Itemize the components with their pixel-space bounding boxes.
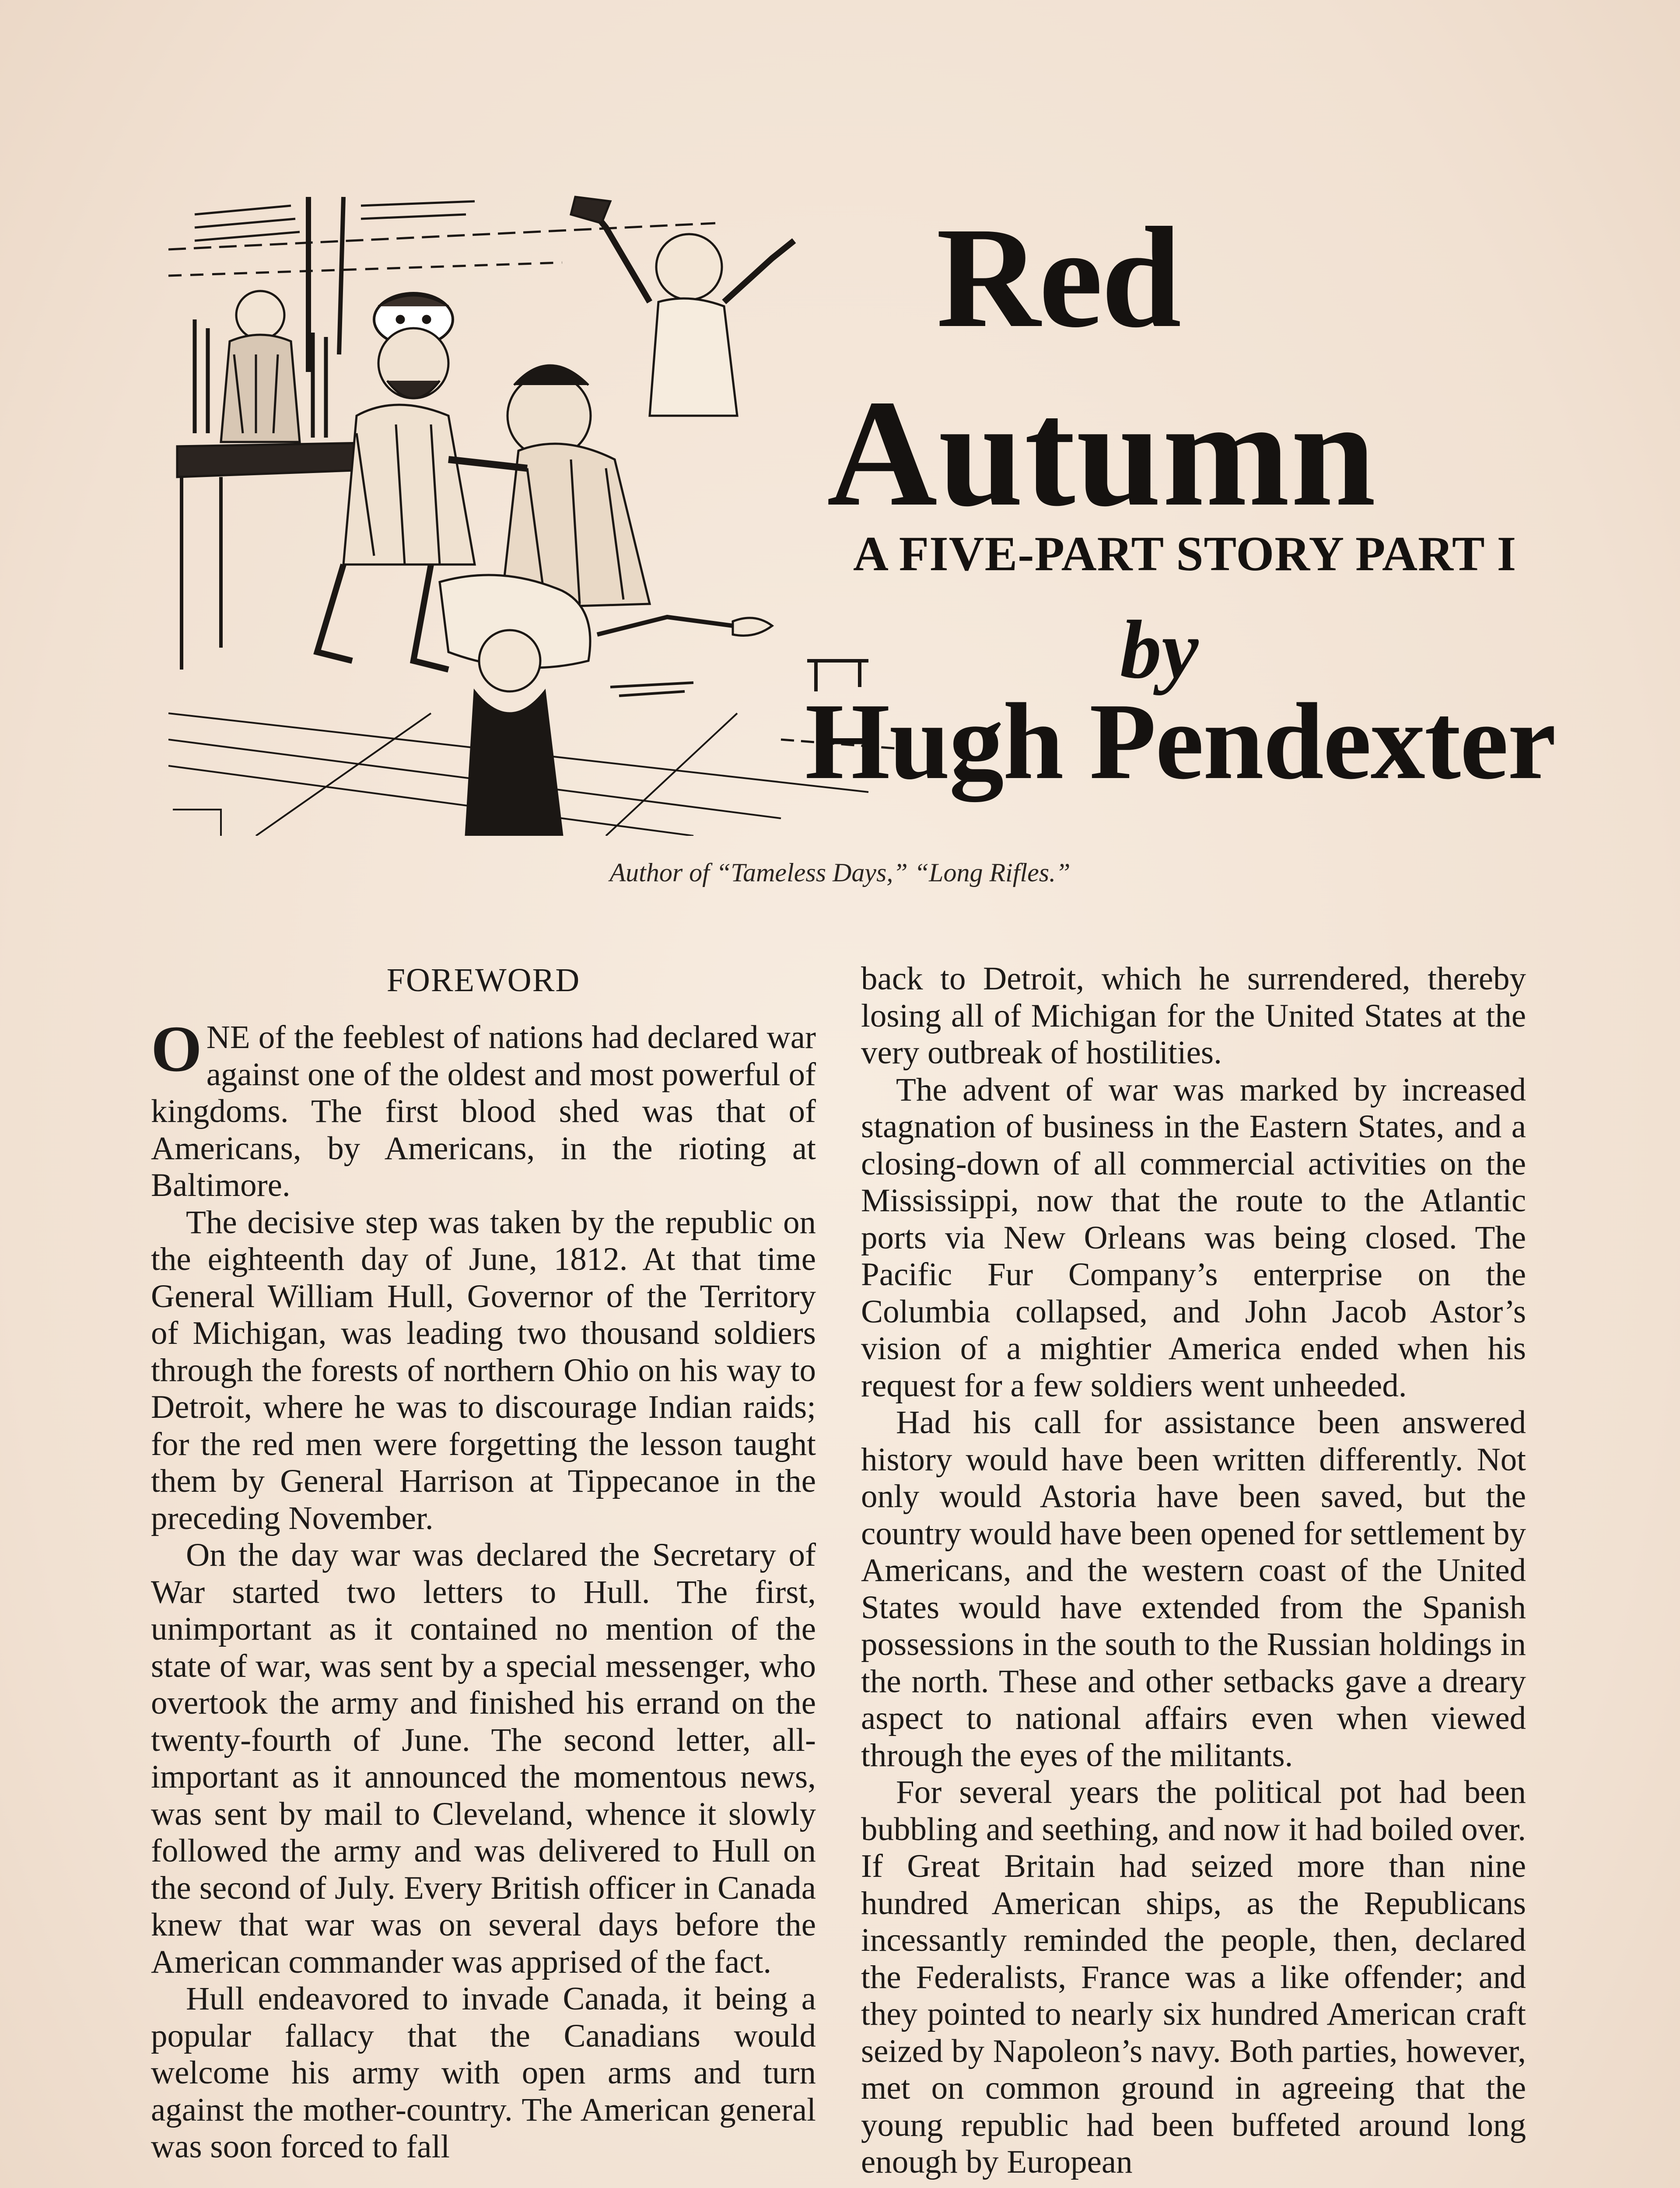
byline-by: by [1120, 604, 1199, 696]
article-paragraph: The advent of war was marked by increased stagnation of business in the Eastern States, and a closing-down of all commercial activities on the Mississippi, now that the route to the Atlantic ports via New Orleans was being closed. The Pacific Fur Company’s enterprise on the Columbia collapsed, and John Jacob Astor’s vision of a mightier America ended when his request for a few soldiers went unheeded. [861, 1071, 1526, 1404]
article-paragraph: The decisive step was taken by the republic on the eighteenth day of June, 1812. At that time General William Hull, Governor of the Territory of Michigan, was leading two thousand soldiers through the forests of northern Ohio on his way to Detroit, where he was to discourage Indian raids; for the red men were forgetting the lesson taught them by General Harrison at Tippecanoe in the preceding November. [151, 1204, 816, 1536]
author-credits: Author of “Tameless Days,” “Long Rifles.” [609, 858, 1071, 887]
article-paragraph: back to Detroit, which he surrendered, thereby losing all of Michigan for the United States at the very outbreak of hostilities. [861, 961, 1526, 1071]
story-illustration [168, 188, 895, 836]
article-paragraph: ONE of the feeblest of nations had declared war against one of the oldest and most powerful of kingdoms. The first blood shed was that of Americans, by Americans, in the rioting at Baltimore. [151, 1013, 816, 1203]
story-title-line2: Autumn [827, 368, 1377, 538]
tavern-brawl-engraving [168, 188, 895, 836]
article-paragraph: Had his call for assistance been answered history would have been written differently. Not only would Astoria have been saved, but the country would have been opened for settlement by Americans, and the western coast of the United States would have extended from the Spanish possessions in the south to the Russian holdings in the north. These and other setbacks gave a dreary aspect to national affairs even when viewed through the eyes of the militants. [861, 1404, 1526, 1774]
story-title-line1: Red [936, 198, 1180, 358]
article-paragraph: On the day war was declared the Secretary of War started two letters to Hull. The first, unimportant as it contained no mention of the state of war, was sent by a special messenger, who overtook the army and finished his errand on the twenty-fourth of June. The second letter, all-important as it announced the momentous news, was sent by mail to Cleveland, whence it slowly followed the army and was delivered to Hull on the second of July. Every British officer in Canada knew that war was on several days before the American commander was apprised of the fact. [151, 1537, 816, 1980]
drop-cap: O [151, 1013, 202, 1085]
article-paragraph: Hull endeavored to invade Canada, it being a popular fallacy that the Canadians would welcome his army with open arms and turn against the mother-country. The American general was soon forced to fall [151, 1981, 816, 2165]
story-subtitle: A FIVE-PART STORY PART I [853, 527, 1517, 581]
author-name: Hugh Pendexter [805, 681, 1555, 802]
article-column-left [151, 961, 816, 2166]
article-paragraph: For several years the political pot had been bubbling and seething, and now it had boiled over. If Great Britain had seized more than nine hundred American ships, as the Republicans incessantly reminded the people, then, declared the Federalists, France was a like offender; and they pointed to nearly six hundred American craft seized by Napoleon’s navy. Both parties, however, met on common ground in agreeing that the young republic had been buffeted around long enough by European [861, 1774, 1526, 2180]
article-column-right [861, 961, 1526, 2181]
foreword-heading: FOREWORD [386, 962, 581, 999]
